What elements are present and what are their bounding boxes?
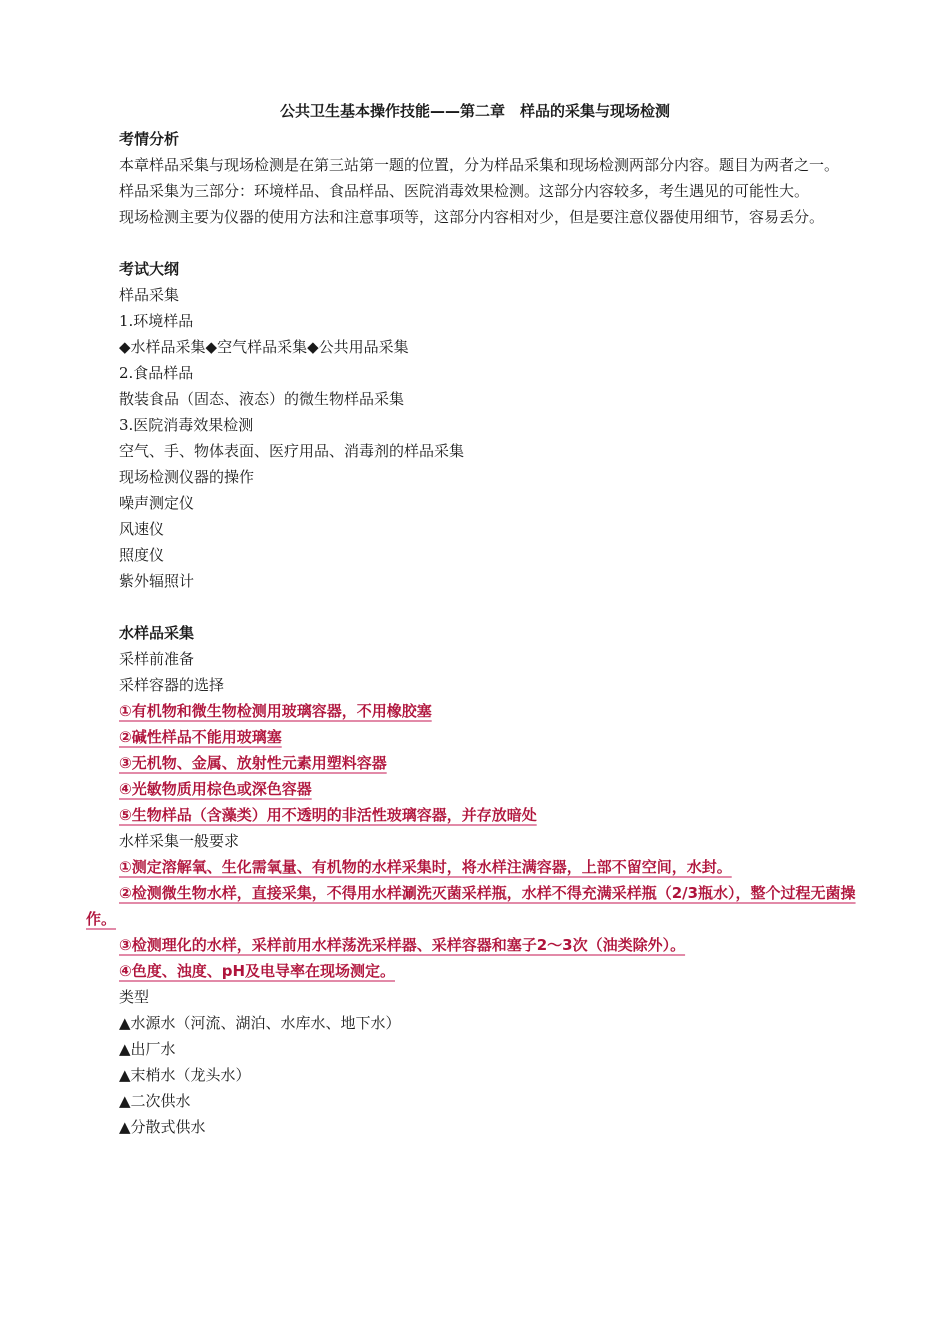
water-type-item: ▲分散式供水: [119, 1118, 206, 1136]
container-item: ⑤生物样品（含藻类）用不透明的非活性玻璃容器，并存放暗处: [119, 806, 537, 824]
water-sampling-heading: 水样品采集: [119, 624, 195, 642]
water-type-item: ▲末梢水（龙头水）: [119, 1066, 251, 1084]
water-type-item: ▲二次供水: [119, 1092, 191, 1110]
water-type-item: ▲水源水（河流、湖泊、水库水、地下水）: [119, 1014, 401, 1032]
syllabus-line: 空气、手、物体表面、医疗用品、消毒剂的样品采集: [119, 442, 465, 460]
container-item: ④光敏物质用棕色或深色容器: [119, 780, 312, 798]
syllabus-line: 1.环境样品: [119, 312, 194, 330]
container-item: ③无机物、金属、放射性元素用塑料容器: [119, 754, 387, 772]
syllabus-line: 散装食品（固态、液态）的微生物样品采集: [119, 390, 405, 408]
syllabus-line: 样品采集: [119, 286, 180, 304]
syllabus-line: 现场检测仪器的操作: [119, 468, 255, 486]
syllabus-line: 风速仪: [119, 520, 165, 538]
syllabus-line: 紫外辐照计: [119, 572, 195, 590]
syllabus-line: 噪声测定仪: [119, 494, 195, 512]
syllabus-line: 3.医院消毒效果检测: [119, 416, 254, 434]
general-requirements-label: 水样采集一般要求: [119, 832, 240, 850]
page-title: 公共卫生基本操作技能——第二章 样品的采集与现场检测: [279, 102, 670, 120]
exam-analysis-paragraph: 现场检测主要为仪器的使用方法和注意事项等，这部分内容相对少，但是要注意仪器使用细节，容易丢分。: [119, 208, 825, 226]
general-requirement-item: ②检测微生物水样，直接采集，不得用水样涮洗灭菌采样瓶，水样不得充满采样瓶（2/3瓶水），整个过程无菌操作。: [86, 884, 856, 928]
container-item: ②碱性样品不能用玻璃塞: [119, 728, 282, 746]
document-body: [86, 126, 862, 1140]
exam-analysis-heading: 考情分析: [119, 130, 180, 148]
type-label: 类型: [119, 988, 150, 1006]
general-requirement-item: ④色度、浊度、pH及电导率在现场测定。: [119, 962, 395, 980]
syllabus-heading: 考试大纲: [119, 260, 180, 278]
exam-analysis-paragraph: 本章样品采集与现场检测是在第三站第一题的位置，分为样品采集和现场检测两部分内容。题目为两者之一。: [119, 156, 840, 174]
syllabus-line: 2.食品样品: [119, 364, 194, 382]
exam-analysis-paragraph: 样品采集为三部分：环境样品、食品样品、医院消毒效果检测。这部分内容较多，考生遇见的可能性大。: [119, 182, 810, 200]
general-requirement-item: ③检测理化的水样，采样前用水样荡洗采样器、采样容器和塞子2～3次（油类除外）。: [119, 936, 686, 954]
section-gap: [86, 594, 862, 620]
prep-label: 采样前准备: [119, 650, 195, 668]
syllabus-line: ◆水样品采集◆空气样品采集◆公共用品采集: [119, 338, 409, 356]
syllabus-line: 照度仪: [119, 546, 165, 564]
section-gap: [86, 230, 862, 256]
water-type-item: ▲出厂水: [119, 1040, 176, 1058]
container-label: 采样容器的选择: [119, 676, 225, 694]
general-requirement-item: ①测定溶解氧、生化需氧量、有机物的水样采集时，将水样注满容器，上部不留空间，水封。: [119, 858, 732, 876]
container-item: ①有机物和微生物检测用玻璃容器，不用橡胶塞: [119, 702, 432, 720]
